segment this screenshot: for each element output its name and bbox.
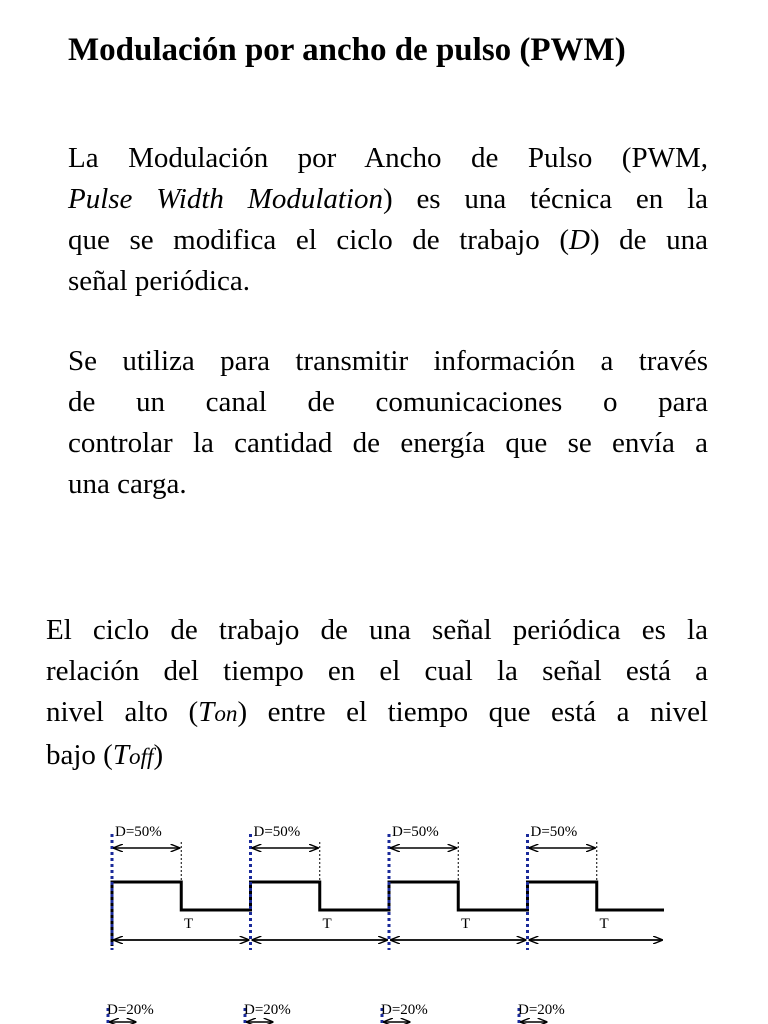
paragraph-duty-cycle [46,610,708,778]
p3-line-1: El ciclo de trabajo de una señal periódica es la [46,614,708,646]
p1-line-3-post: ) de una [589,224,708,256]
duty-label-50: D=50% [392,824,439,840]
ton-subscript: on [214,701,238,727]
page-title: Modulación por ancho de pulso (PWM) [68,32,626,68]
p1-line-3 [68,220,708,261]
p1-d-symbol: D [568,224,590,256]
p3-line-3-pre: nivel alto ( [46,696,199,728]
duty-label-20: D=20% [244,1002,291,1018]
duty-label-50: D=50% [253,824,301,840]
p3-line-4-pre: bajo ( [46,739,113,771]
toff-symbol: T [112,739,129,771]
p2-line-2: de un canal de comunicaciones o para [68,386,708,418]
p1-pwm-english: Pulse Width Modulation [68,183,383,215]
paragraph-definition [68,138,708,302]
p3-line-2: relación del tiempo en el cual la señal está a [46,655,708,687]
p1-line-2 [68,179,708,220]
p1-line-1: La Modulación por Ancho de Pulso (PWM, [68,142,708,174]
p3-line-3 [46,692,708,735]
period-label: T [322,916,332,932]
p3-line-4 [46,735,708,778]
period-label: T [184,916,194,932]
period-label: T [599,916,609,932]
p2-line-4: una carga. [68,468,187,500]
p1-line-3-pre: que se modifica el ciclo de trabajo ( [68,224,569,256]
duty-label-20: D=20% [518,1002,565,1018]
p1-line-2-rest: ) es una técnica en la [383,183,708,215]
paragraph-usage [68,341,708,505]
duty-label-50: D=50% [115,824,162,840]
pwm-waveform-diagram [0,794,768,1024]
p2-line-1: Se utiliza para transmitir información a través [68,345,708,377]
p3-line-4-post: ) [153,739,164,771]
duty-label-20: D=20% [107,1002,154,1018]
duty-label-20: D=20% [381,1002,428,1018]
period-label: T [461,916,471,932]
duty-label-50: D=50% [530,824,578,840]
ton-symbol: T [198,696,215,728]
p3-line-3-post: ) entre el tiempo que está a nivel [237,696,708,728]
p1-line-4: señal periódica. [68,265,250,297]
p2-line-3: controlar la cantidad de energía que se envía a [68,427,708,459]
toff-subscript: off [128,744,154,770]
